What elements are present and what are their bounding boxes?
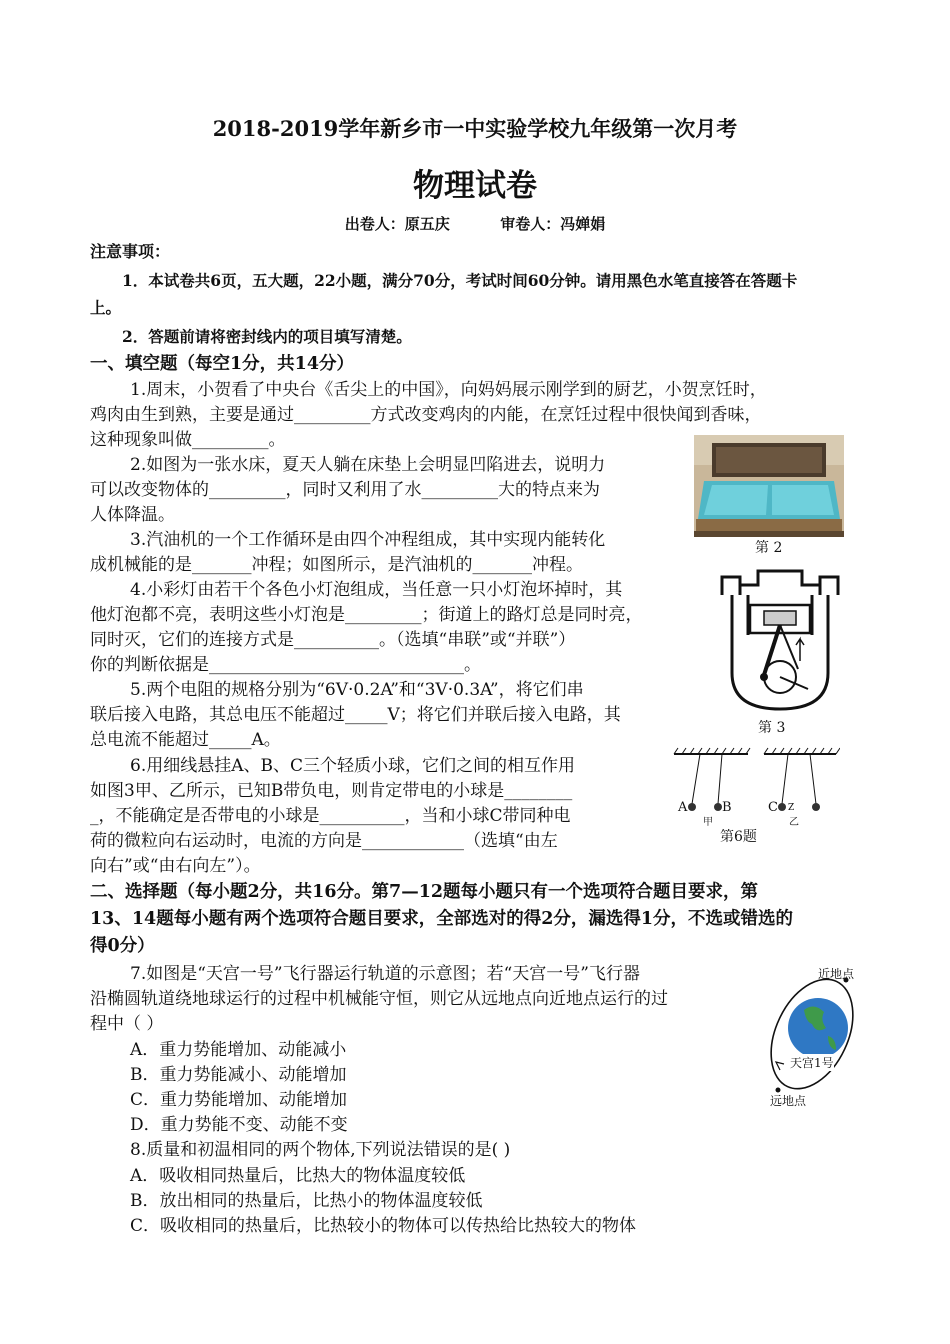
q5-line1: 5.两个电阻的规格分别为“6V·0.2A”和“3V·0.3A”，将它们串: [130, 680, 584, 700]
q2-line2: 可以改变物体的_________，同时又利用了水_________大的特点来为: [90, 480, 600, 500]
figure6-yi-label: 乙: [789, 817, 799, 828]
q6-line3: _，不能确定是否带电的小球是__________，当和小球C带同种电: [90, 806, 571, 826]
q1-line2: 鸡肉由生到熟，主要是通过_________方式改变鸡肉的内能，在烹饪过程中很快闻到香味，: [90, 405, 762, 425]
q1-line1: 1.周末，小贺看了中央台《舌尖上的中国》，向妈妈展示刚学到的厨艺，小贺烹饪时，: [130, 380, 767, 400]
q6-line2: 如图3甲、乙所示，已知B带负电，则肯定带电的小球是________: [90, 781, 573, 801]
q4-line3: 同时灭，它们的连接方式是__________。（选填“串联”或“并联”）: [90, 630, 576, 650]
q4-line4: 你的判断依据是______________________________。: [90, 655, 481, 675]
tiangong-label: 天宫1号: [790, 1056, 834, 1070]
q3-line1: 3.汽油机的一个工作循环是由四个冲程组成，其中实现内能转化: [130, 530, 606, 550]
q7-line1: 7.如图是“天宫一号”飞行器运行轨道的示意图；若“天宫一号”飞行器: [130, 964, 640, 984]
figure3-caption: 第 3: [758, 720, 786, 736]
ball-a-label: A: [678, 800, 688, 815]
q8-option-c: C．吸收相同的热量后，比热较小的物体可以传热给比热较大的物体: [130, 1216, 637, 1236]
q3-line2: 成机械能的是_______冲程；如图所示，是汽油机的_______冲程。: [90, 555, 583, 575]
apogee-label: 远地点: [770, 1094, 807, 1108]
q4-line1: 4.小彩灯由若干个各色小灯泡组成，当任意一只小灯泡坏掉时，其: [130, 580, 623, 600]
engine-figure: [718, 565, 842, 717]
notice-item-1-cont: 上。: [90, 298, 122, 317]
hanging-balls-figure: [670, 746, 840, 828]
orbit-figure: [766, 962, 858, 1110]
q8-option-b: B．放出相同的热量后，比热小的物体温度较低: [130, 1191, 483, 1211]
author-line: [0, 213, 950, 234]
q6-line1: 6.用细线悬挂A、B、C三个轻质小球，它们之间的相互作用: [130, 756, 575, 776]
q7-option-a: A．重力势能增加、动能减小: [130, 1040, 347, 1060]
section1-heading: 一、填空题（每空1分，共14分）: [90, 354, 355, 374]
ball-z-label: Z: [788, 803, 795, 813]
q5-line3: 总电流不能超过_____A。: [90, 730, 281, 750]
q1-line3: 这种现象叫做_________。: [90, 430, 286, 450]
q6-line5: 向右”或“由右向左”）。: [90, 856, 261, 876]
figure6-caption: 第6题: [720, 829, 757, 845]
q7-option-d: D．重力势能不变、动能不变: [130, 1115, 348, 1135]
exam-title: 2018-2019学年新乡市一中实验学校九年级第一次月考: [212, 116, 738, 141]
q5-line2: 联后接入电路，其总电压不能超过_____V；将它们并联后接入电路，其: [90, 705, 621, 725]
section2-heading-line1: 二、选择题（每小题2分，共16分。第7—12题每小题只有一个选项符合题目要求，第: [90, 882, 759, 902]
reviewer-label: 审卷人：冯婵娟: [500, 215, 606, 233]
q8-stem: 8.质量和初温相同的两个物体,下列说法错误的是( ): [130, 1140, 511, 1160]
section2-heading-line2: 13、14题每小题有两个选项符合题目要求，全部选对的得2分，漏选得1分，不选或错选的: [90, 909, 794, 929]
notice-item-2: 2．答题前请将密封线内的项目填写清楚。: [122, 327, 412, 346]
ball-b-label: B: [722, 800, 732, 815]
ball-c-label: C: [768, 800, 778, 815]
q4-line2: 他灯泡都不亮，表明这些小灯泡是_________；街道上的路灯总是同时亮，: [90, 605, 643, 625]
notice-heading: 注意事项：: [90, 242, 171, 261]
q7-option-b: B．重力势能减小、动能增加: [130, 1065, 347, 1085]
q2-line1: 2.如图为一张水床，夏天人躺在床垫上会明显凹陷进去，说明力: [130, 455, 606, 475]
q7-option-c: C．重力势能增加、动能增加: [130, 1090, 348, 1110]
q8-option-a: A．吸收相同热量后，比热大的物体温度较低: [130, 1166, 466, 1186]
figure2-caption: 第 2: [755, 540, 783, 556]
water-bed-figure: [694, 435, 844, 537]
q7-line2: 沿椭圆轨道绕地球运行的过程中机械能守恒，则它从远地点向近地点运行的过: [90, 989, 668, 1009]
figure6-jia-label: 甲: [703, 817, 713, 828]
perigee-label: 近地点: [818, 967, 855, 981]
q2-line3: 人体降温。: [90, 505, 175, 525]
q7-line3: 程中（ ）: [90, 1014, 164, 1034]
exam-subtitle: 物理试卷: [413, 168, 537, 204]
q6-line4: 荷的微粒向右运动时，电流的方向是____________（选填“由左: [90, 831, 558, 851]
notice-item-1: 1．本试卷共6页，五大题，22小题，满分70分，考试时间60分钟。请用黑色水笔直接答在答题卡: [122, 271, 798, 290]
author-label: 出卷人：原五庆: [344, 215, 450, 233]
section2-heading-line3: 得0分）: [90, 936, 155, 956]
